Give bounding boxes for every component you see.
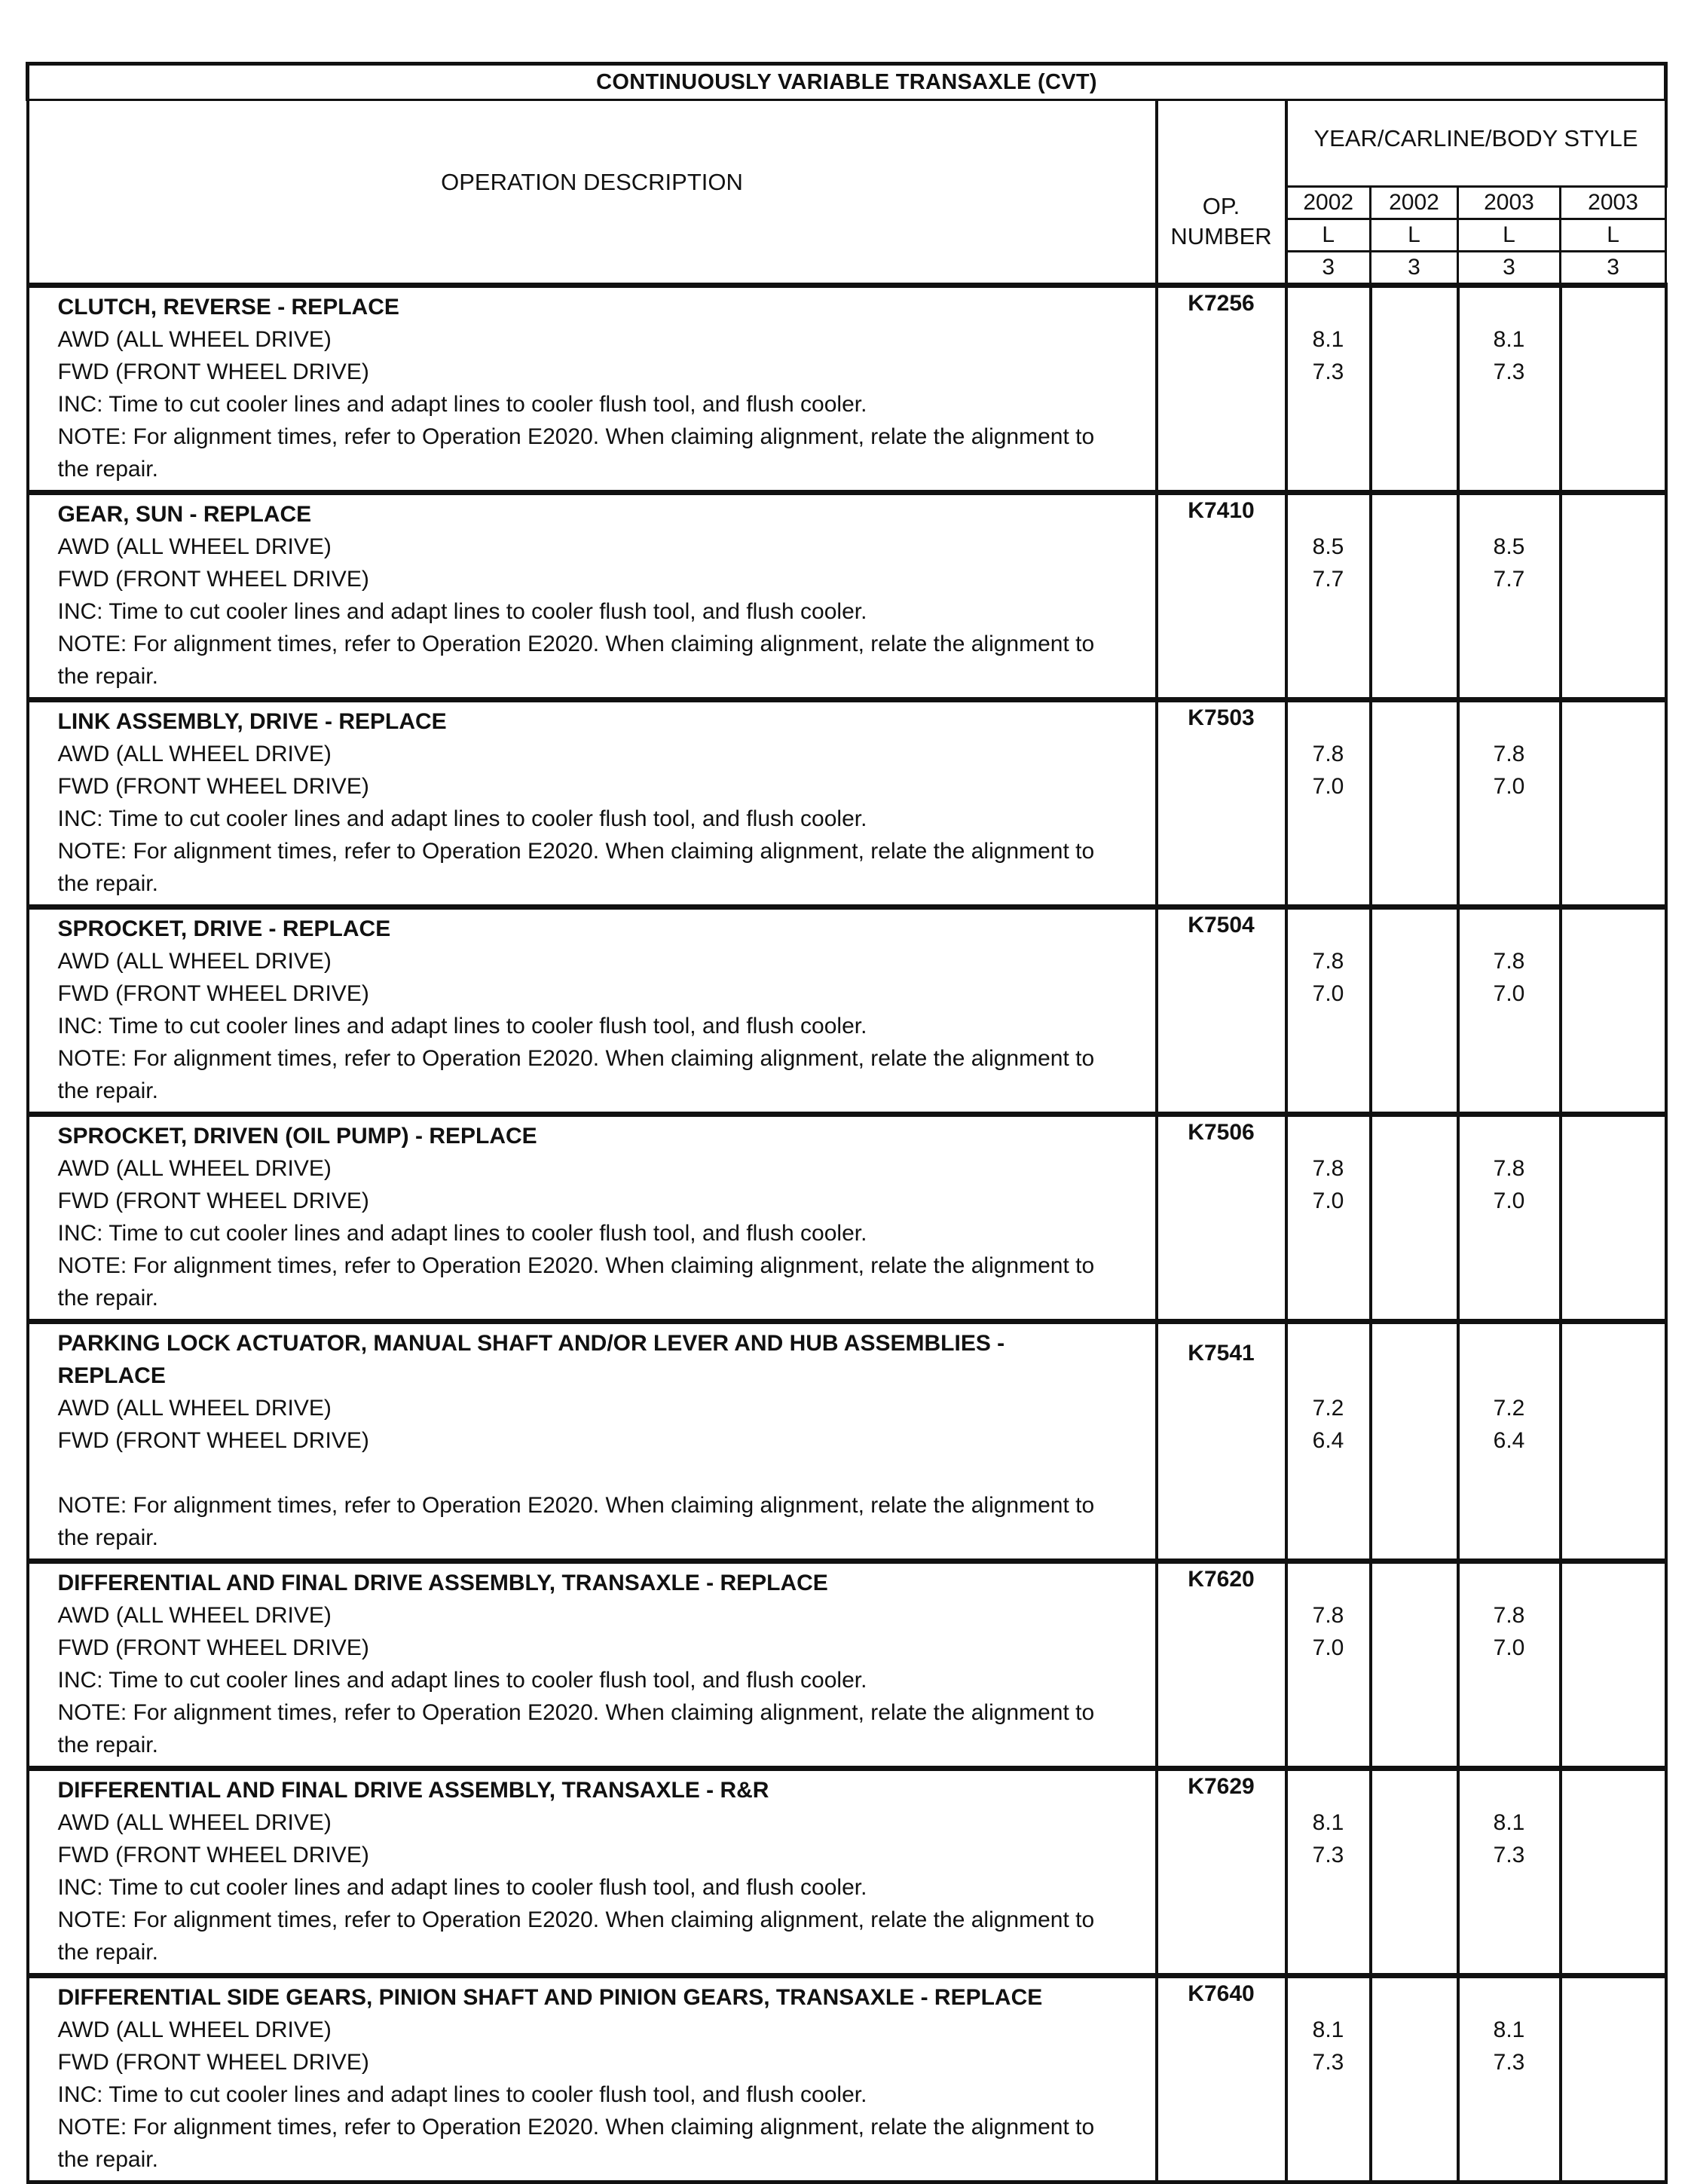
awd-time xyxy=(1562,323,1665,356)
fwd-time: 7.3 xyxy=(1493,1843,1525,1867)
col-body-style: 3 xyxy=(1371,252,1458,286)
op-number-cell: K7640 xyxy=(1157,1976,1286,2182)
alignment-note: NOTE: For alignment times, refer to Operation E2020. When claiming alignment, relate the alignment to xyxy=(57,1493,1095,1518)
fwd-time: 7.0 xyxy=(1493,1635,1525,1660)
col-year: 2003 xyxy=(1458,187,1561,219)
alignment-note: NOTE: For alignment times, refer to Operation E2020. When claiming alignment, relate the alignment to xyxy=(57,1046,1095,1071)
fwd-time xyxy=(1562,1424,1665,1457)
operation-description-cell xyxy=(28,700,1157,907)
alignment-note-continued: the repair. xyxy=(57,1940,158,1965)
awd-time xyxy=(1372,2014,1457,2046)
op-number-cell: K7629 xyxy=(1157,1769,1286,1976)
awd-label: AWD (ALL WHEEL DRIVE) xyxy=(57,1396,332,1421)
fwd-time: 7.0 xyxy=(1312,1188,1344,1213)
labor-time-cell xyxy=(1371,1322,1458,1562)
operation-title: CLUTCH, REVERSE - REPLACE xyxy=(57,295,399,320)
operation-title: SPROCKET, DRIVEN (OIL PUMP) - REPLACE xyxy=(57,1124,537,1149)
awd-time: 8.1 xyxy=(1493,1810,1525,1835)
fwd-time: 7.0 xyxy=(1493,1188,1525,1213)
alignment-note: NOTE: For alignment times, refer to Operation E2020. When claiming alignment, relate the alignment to xyxy=(57,1253,1095,1278)
operation-description-cell xyxy=(28,1115,1157,1322)
labor-time-cell xyxy=(1458,1322,1561,1562)
alignment-note-continued: the repair. xyxy=(57,664,158,689)
alignment-note-continued: the repair. xyxy=(57,1733,158,1757)
awd-time: 8.1 xyxy=(1493,327,1525,352)
fwd-time: 7.7 xyxy=(1312,567,1344,592)
fwd-time: 7.0 xyxy=(1312,774,1344,799)
op-number-cell: K7506 xyxy=(1157,1115,1286,1322)
labor-time-cell xyxy=(1561,286,1666,493)
cvt-operations-table xyxy=(26,62,1668,2184)
labor-time-cell xyxy=(1286,493,1371,700)
labor-time-cell xyxy=(1371,1562,1458,1769)
operation-title: GEAR, SUN - REPLACE xyxy=(57,502,312,527)
awd-label: AWD (ALL WHEEL DRIVE) xyxy=(57,742,332,766)
labor-time-cell xyxy=(1561,1976,1666,2182)
awd-time xyxy=(1562,1392,1665,1424)
alignment-note-continued: the repair. xyxy=(57,1525,158,1550)
col-carline: L xyxy=(1286,219,1371,252)
labor-time-cell xyxy=(1561,1769,1666,1976)
labor-time-cell xyxy=(1561,1322,1666,1562)
fwd-label: FWD (FRONT WHEEL DRIVE) xyxy=(57,1188,369,1213)
operation-title: SPROCKET, DRIVE - REPLACE xyxy=(57,916,391,941)
op-number-header xyxy=(1157,100,1286,286)
labor-time-cell xyxy=(1458,286,1561,493)
fwd-time: 7.0 xyxy=(1312,1635,1344,1660)
fwd-label: FWD (FRONT WHEEL DRIVE) xyxy=(57,1428,369,1453)
labor-time-cell xyxy=(1458,907,1561,1115)
fwd-time xyxy=(1372,1185,1457,1217)
operation-description-cell xyxy=(28,286,1157,493)
op-number-cell: K7541 xyxy=(1157,1322,1286,1562)
fwd-time xyxy=(1562,770,1665,803)
labor-time-cell xyxy=(1458,1976,1561,2182)
table-title: CONTINUOUSLY VARIABLE TRANSAXLE (CVT) xyxy=(28,64,1666,100)
col-year: 2002 xyxy=(1286,187,1371,219)
alignment-note: NOTE: For alignment times, refer to Operation E2020. When claiming alignment, relate the alignment to xyxy=(57,2115,1095,2140)
op-number-cell: K7256 xyxy=(1157,286,1286,493)
awd-time: 7.8 xyxy=(1493,949,1525,974)
inc-note: INC: Time to cut cooler lines and adapt lines to cooler flush tool, and flush cooler. xyxy=(57,392,867,417)
labor-time-sheet xyxy=(26,62,1664,2184)
awd-time xyxy=(1372,531,1457,563)
fwd-time: 7.3 xyxy=(1312,2050,1344,2075)
col-body-style: 3 xyxy=(1561,252,1666,286)
op-number-cell: K7620 xyxy=(1157,1562,1286,1769)
fwd-label: FWD (FRONT WHEEL DRIVE) xyxy=(57,359,369,384)
awd-time: 8.5 xyxy=(1312,534,1344,559)
labor-time-cell xyxy=(1371,1115,1458,1322)
operation-title: PARKING LOCK ACTUATOR, MANUAL SHAFT AND/OR LEVER AND HUB ASSEMBLIES - xyxy=(57,1331,1005,1356)
awd-time: 7.2 xyxy=(1312,1396,1344,1421)
awd-time: 7.8 xyxy=(1312,949,1344,974)
labor-time-cell xyxy=(1286,907,1371,1115)
fwd-time xyxy=(1562,1185,1665,1217)
table-row xyxy=(28,1115,1666,1322)
col-body-style: 3 xyxy=(1458,252,1561,286)
fwd-label: FWD (FRONT WHEEL DRIVE) xyxy=(57,1635,369,1660)
labor-time-cell xyxy=(1561,493,1666,700)
inc-note: INC: Time to cut cooler lines and adapt lines to cooler flush tool, and flush cooler. xyxy=(57,599,867,624)
fwd-time xyxy=(1372,1839,1457,1871)
operation-title: LINK ASSEMBLY, DRIVE - REPLACE xyxy=(57,709,447,734)
fwd-time xyxy=(1372,1424,1457,1457)
table-row xyxy=(28,1769,1666,1976)
col-carline: L xyxy=(1371,219,1458,252)
labor-time-cell xyxy=(1561,1562,1666,1769)
op-number-cell: K7410 xyxy=(1157,493,1286,700)
awd-time: 7.8 xyxy=(1312,742,1344,766)
table-row xyxy=(28,700,1666,907)
fwd-time xyxy=(1372,356,1457,388)
inc-note: INC: Time to cut cooler lines and adapt lines to cooler flush tool, and flush cooler. xyxy=(57,806,867,831)
awd-time xyxy=(1562,945,1665,977)
labor-time-cell xyxy=(1371,493,1458,700)
fwd-time xyxy=(1562,563,1665,595)
alignment-note: NOTE: For alignment times, refer to Operation E2020. When claiming alignment, relate the alignment to xyxy=(57,1907,1095,1932)
operation-title-continued: REPLACE xyxy=(57,1363,166,1388)
operation-description-cell xyxy=(28,493,1157,700)
awd-label: AWD (ALL WHEEL DRIVE) xyxy=(57,1810,332,1835)
labor-time-cell xyxy=(1458,1769,1561,1976)
table-row xyxy=(28,1322,1666,1562)
fwd-time: 7.0 xyxy=(1493,981,1525,1006)
op-number-label-1: OP. xyxy=(1202,193,1240,219)
awd-time: 8.1 xyxy=(1312,1810,1344,1835)
inc-note-blank xyxy=(58,1457,1145,1489)
fwd-time xyxy=(1562,1839,1665,1871)
operation-description-cell xyxy=(28,907,1157,1115)
fwd-time: 7.0 xyxy=(1493,774,1525,799)
labor-time-cell xyxy=(1561,700,1666,907)
awd-label: AWD (ALL WHEEL DRIVE) xyxy=(57,1156,332,1181)
fwd-time: 7.3 xyxy=(1312,1843,1344,1867)
fwd-label: FWD (FRONT WHEEL DRIVE) xyxy=(57,981,369,1006)
awd-label: AWD (ALL WHEEL DRIVE) xyxy=(57,949,332,974)
fwd-time: 6.4 xyxy=(1493,1428,1525,1453)
fwd-label: FWD (FRONT WHEEL DRIVE) xyxy=(57,567,369,592)
labor-time-cell xyxy=(1371,700,1458,907)
table-row xyxy=(28,907,1666,1115)
awd-time xyxy=(1562,738,1665,770)
labor-time-cell xyxy=(1286,286,1371,493)
awd-time: 8.5 xyxy=(1493,534,1525,559)
fwd-time xyxy=(1562,356,1665,388)
awd-time xyxy=(1372,945,1457,977)
op-number-cell: K7504 xyxy=(1157,907,1286,1115)
inc-note: INC: Time to cut cooler lines and adapt lines to cooler flush tool, and flush cooler. xyxy=(57,1668,867,1693)
labor-time-cell xyxy=(1458,493,1561,700)
fwd-time xyxy=(1372,563,1457,595)
operation-title: DIFFERENTIAL AND FINAL DRIVE ASSEMBLY, TRANSAXLE - R&R xyxy=(57,1778,769,1803)
operation-title: DIFFERENTIAL SIDE GEARS, PINION SHAFT AND PINION GEARS, TRANSAXLE - REPLACE xyxy=(57,1985,1043,2010)
awd-time xyxy=(1372,1806,1457,1839)
inc-note: INC: Time to cut cooler lines and adapt lines to cooler flush tool, and flush cooler. xyxy=(57,2082,867,2107)
fwd-time xyxy=(1562,977,1665,1010)
table-title-row xyxy=(28,64,1666,100)
labor-time-cell xyxy=(1371,286,1458,493)
awd-time xyxy=(1562,1806,1665,1839)
alignment-note: NOTE: For alignment times, refer to Operation E2020. When claiming alignment, relate the alignment to xyxy=(57,1700,1095,1725)
fwd-time xyxy=(1562,1632,1665,1664)
awd-time xyxy=(1372,1599,1457,1632)
fwd-time: 7.3 xyxy=(1312,359,1344,384)
labor-time-cell xyxy=(1458,700,1561,907)
alignment-note-continued: the repair. xyxy=(57,2147,158,2172)
inc-note: INC: Time to cut cooler lines and adapt lines to cooler flush tool, and flush cooler. xyxy=(57,1014,867,1038)
awd-time: 8.1 xyxy=(1493,2017,1525,2042)
labor-time-cell xyxy=(1561,1115,1666,1322)
fwd-time xyxy=(1372,770,1457,803)
operation-description-cell xyxy=(28,1562,1157,1769)
awd-time xyxy=(1372,738,1457,770)
fwd-time: 6.4 xyxy=(1312,1428,1344,1453)
col-body-style: 3 xyxy=(1286,252,1371,286)
op-number-cell: K7503 xyxy=(1157,700,1286,907)
operation-description-header xyxy=(28,100,1157,286)
awd-label: AWD (ALL WHEEL DRIVE) xyxy=(57,327,332,352)
awd-time: 8.1 xyxy=(1312,327,1344,352)
fwd-label: FWD (FRONT WHEEL DRIVE) xyxy=(57,774,369,799)
fwd-time xyxy=(1372,1632,1457,1664)
inc-note: INC: Time to cut cooler lines and adapt lines to cooler flush tool, and flush cooler. xyxy=(57,1875,867,1900)
awd-time: 7.2 xyxy=(1493,1396,1525,1421)
labor-time-cell xyxy=(1286,1769,1371,1976)
fwd-label: FWD (FRONT WHEEL DRIVE) xyxy=(57,1843,369,1867)
operation-description-label: OPERATION DESCRIPTION xyxy=(441,169,743,195)
fwd-time xyxy=(1372,2046,1457,2078)
labor-time-cell xyxy=(1286,1562,1371,1769)
col-year: 2003 xyxy=(1561,187,1666,219)
labor-time-cell xyxy=(1371,1769,1458,1976)
operation-description-cell xyxy=(28,1769,1157,1976)
col-year: 2002 xyxy=(1371,187,1458,219)
labor-time-cell xyxy=(1286,700,1371,907)
awd-time xyxy=(1562,531,1665,563)
alignment-note: NOTE: For alignment times, refer to Operation E2020. When claiming alignment, relate the alignment to xyxy=(57,424,1095,449)
alignment-note: NOTE: For alignment times, refer to Operation E2020. When claiming alignment, relate the alignment to xyxy=(57,632,1095,656)
awd-time xyxy=(1562,2014,1665,2046)
awd-time xyxy=(1372,1152,1457,1185)
header-row xyxy=(28,100,1666,187)
col-carline: L xyxy=(1561,219,1666,252)
operation-title: DIFFERENTIAL AND FINAL DRIVE ASSEMBLY, TRANSAXLE - REPLACE xyxy=(57,1571,828,1595)
fwd-time xyxy=(1372,977,1457,1010)
table-row xyxy=(28,286,1666,493)
year-carline-body-header: YEAR/CARLINE/BODY STYLE xyxy=(1286,100,1666,187)
alignment-note: NOTE: For alignment times, refer to Operation E2020. When claiming alignment, relate the alignment to xyxy=(57,839,1095,864)
labor-time-cell xyxy=(1286,1976,1371,2182)
awd-time: 7.8 xyxy=(1312,1603,1344,1628)
fwd-time: 7.7 xyxy=(1493,567,1525,592)
awd-time: 8.1 xyxy=(1312,2017,1344,2042)
table-row xyxy=(28,1976,1666,2182)
labor-time-cell xyxy=(1561,907,1666,1115)
awd-time: 7.8 xyxy=(1312,1156,1344,1181)
inc-note: INC: Time to cut cooler lines and adapt lines to cooler flush tool, and flush cooler. xyxy=(57,1221,867,1246)
awd-label: AWD (ALL WHEEL DRIVE) xyxy=(57,534,332,559)
op-number-label-2: NUMBER xyxy=(1170,223,1272,249)
alignment-note-continued: the repair. xyxy=(57,457,158,482)
fwd-time: 7.3 xyxy=(1493,2050,1525,2075)
labor-time-cell xyxy=(1371,1976,1458,2182)
awd-time: 7.8 xyxy=(1493,1156,1525,1181)
awd-time xyxy=(1562,1599,1665,1632)
labor-time-cell xyxy=(1286,1322,1371,1562)
awd-label: AWD (ALL WHEEL DRIVE) xyxy=(57,1603,332,1628)
operation-description-cell xyxy=(28,1976,1157,2182)
col-carline: L xyxy=(1458,219,1561,252)
alignment-note-continued: the repair. xyxy=(57,1078,158,1103)
awd-time xyxy=(1372,1392,1457,1424)
awd-time: 7.8 xyxy=(1493,742,1525,766)
awd-label: AWD (ALL WHEEL DRIVE) xyxy=(57,2017,332,2042)
labor-time-cell xyxy=(1458,1115,1561,1322)
awd-time xyxy=(1372,323,1457,356)
table-row xyxy=(28,1562,1666,1769)
awd-time xyxy=(1562,1152,1665,1185)
alignment-note-continued: the repair. xyxy=(57,871,158,896)
table-row xyxy=(28,493,1666,700)
fwd-time: 7.3 xyxy=(1493,359,1525,384)
labor-time-cell xyxy=(1371,907,1458,1115)
fwd-time: 7.0 xyxy=(1312,981,1344,1006)
alignment-note-continued: the repair. xyxy=(57,1286,158,1311)
labor-time-cell xyxy=(1286,1115,1371,1322)
labor-time-cell xyxy=(1458,1562,1561,1769)
fwd-label: FWD (FRONT WHEEL DRIVE) xyxy=(57,2050,369,2075)
fwd-time xyxy=(1562,2046,1665,2078)
awd-time: 7.8 xyxy=(1493,1603,1525,1628)
operation-description-cell xyxy=(28,1322,1157,1562)
